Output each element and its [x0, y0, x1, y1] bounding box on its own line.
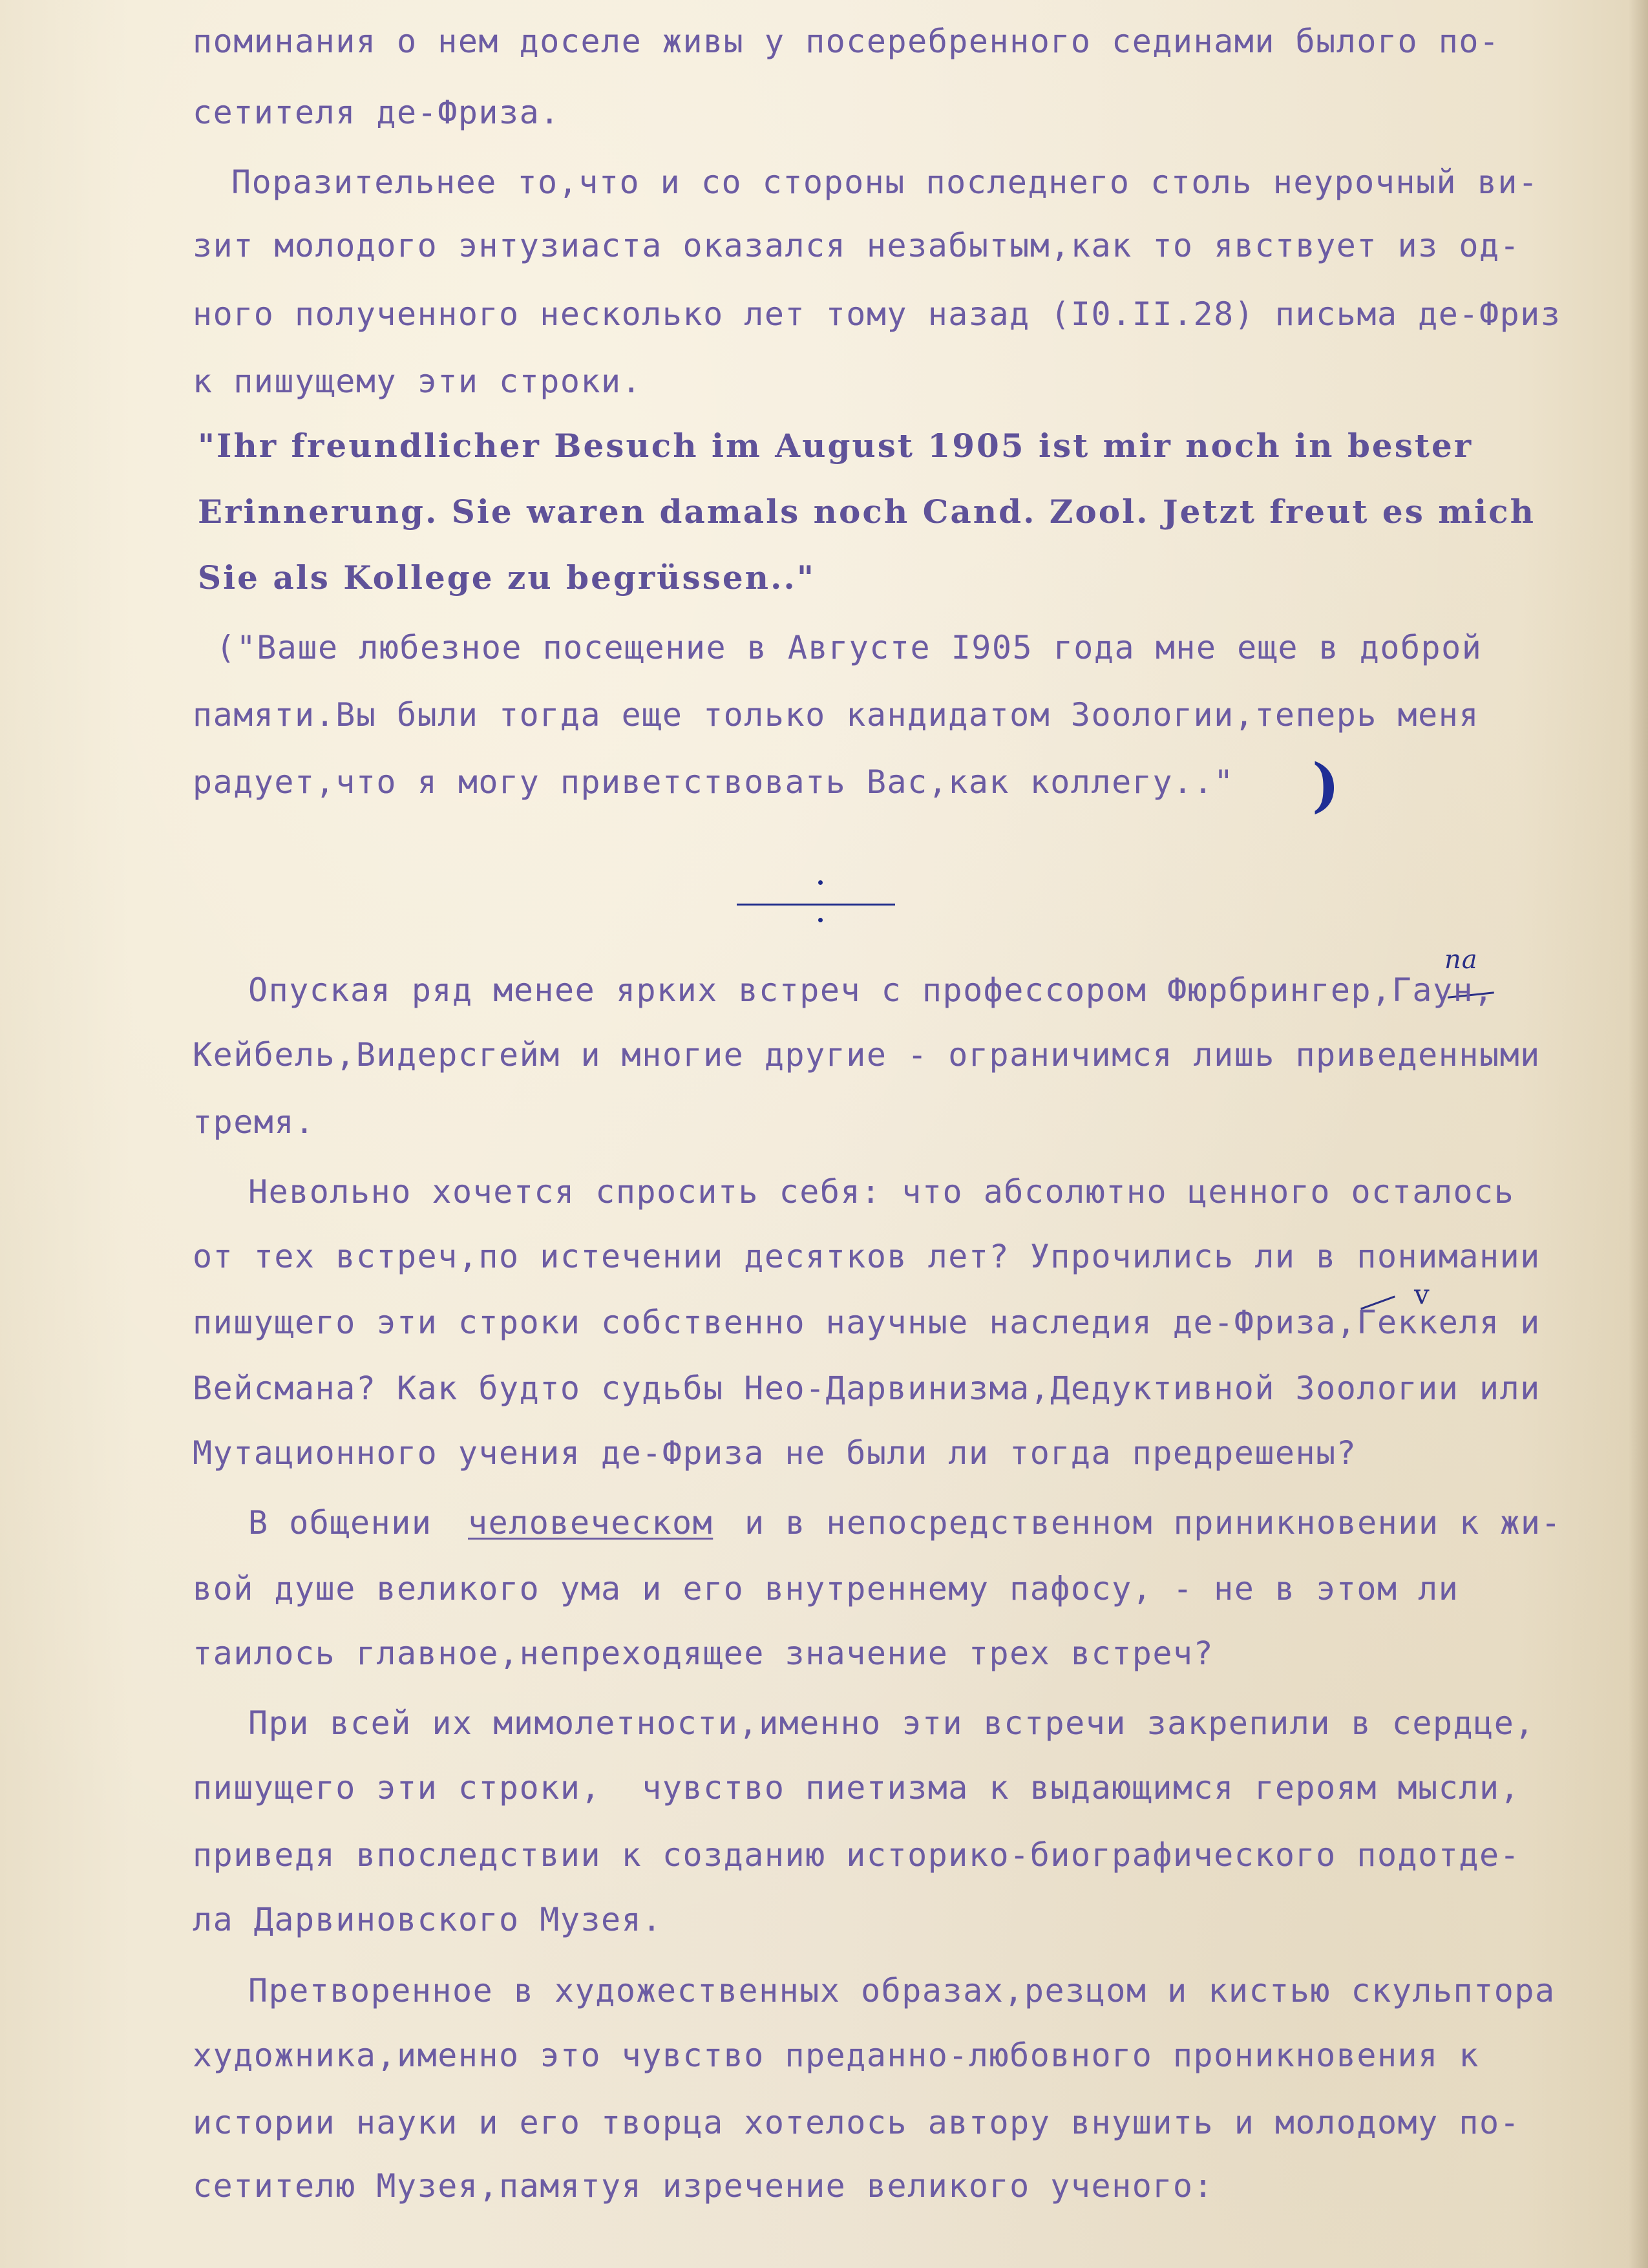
- handwritten-correction: па: [1444, 945, 1478, 975]
- text-line: сетителю Музея,памятуя изречение великого ученого:: [193, 2167, 1214, 2205]
- text-line: пишущего эти строки, чувство пиетизма к выдающимся героям мысли,: [193, 1769, 1521, 1807]
- text-line: истории науки и его творца хотелось автору внушить и молодому по-: [193, 2104, 1521, 2141]
- text-line: от тех встреч,по истечении десятков лет? Упрочились ли в понимании: [193, 1238, 1541, 1275]
- translation-line: ("Ваше любезное посещение в Августе I905 года мне еще в доброй: [216, 629, 1483, 666]
- text-line: сетителя де-Фриза.: [193, 94, 560, 131]
- text-line: ла Дарвиновского Музея.: [193, 1901, 662, 1938]
- text-line: Кейбель,Видерсгейм и многие другие - ограничимся лишь приведенными: [193, 1036, 1541, 1074]
- text-line: Поразительнее то,что и со стороны последнего столь неурочный ви-: [231, 164, 1539, 201]
- handwritten-closing-bracket: ): [1312, 751, 1340, 820]
- text-line: вой душе великого ума и его внутреннему пафосу, - не в этом ли: [193, 1570, 1459, 1607]
- separator-dot-top: [818, 880, 823, 885]
- text-line: и в непосредственном приникновении к жи-: [745, 1504, 1562, 1542]
- german-quote-line: Sie als Kollege zu begrüssen..": [198, 558, 816, 597]
- text-line: художника,именно это чувство преданно-любовного проникновения к: [193, 2037, 1479, 2074]
- separator-dot-bottom: [818, 918, 823, 922]
- german-quote-line: Erinnerung. Sie waren damals noch Cand. Zool. Jetzt freut es mich: [198, 493, 1536, 531]
- text-line: таилось главное,непреходящее значение трех встреч?: [193, 1635, 1214, 1672]
- text-line: ного полученного несколько лет тому назад (I0.II.28) письма де-Фриз: [193, 295, 1561, 333]
- text-line: Мутационного учения де-Фриза не были ли тогда предрешены?: [193, 1434, 1357, 1472]
- text-line: Невольно хочется спросить себя: что абсолютно ценного осталось: [248, 1173, 1515, 1211]
- paper-edge-shadow: [1629, 0, 1648, 2268]
- text-line: тремя.: [193, 1103, 315, 1141]
- translation-line: памяти.Вы были тогда еще только кандидатом Зоологии,теперь меня: [193, 696, 1479, 734]
- text-line: к пишущему эти строки.: [193, 363, 642, 400]
- text-line: приведя впоследствии к созданию историко-биографического подотде-: [193, 1836, 1521, 1874]
- text-line: Вейсмана? Как будто судьбы Нео-Дарвинизма,Дедуктивной Зоологии или: [193, 1370, 1541, 1407]
- text-line: При всей их мимолетности,именно эти встречи закрепили в сердце,: [248, 1704, 1535, 1742]
- underlined-word: человеческом: [468, 1504, 713, 1542]
- handwritten-insert-mark: v: [1414, 1278, 1430, 1310]
- text-line: зит молодого энтузиаста оказался незабытым,как то явствует из од-: [193, 227, 1521, 264]
- text-line: пишущего эти строки собственно научные наследия де-Фриза,Геккеля и: [193, 1304, 1541, 1341]
- german-quote-line: "Ihr freundlicher Besuch im August 1905 ist mir noch in bester: [198, 427, 1474, 465]
- translation-line: радует,что я могу приветствовать Вас,как коллегу..": [193, 763, 1234, 801]
- text-line: В общении: [248, 1504, 432, 1542]
- text-line: поминания о нем доселе живы у посеребренного сединами былого по-: [193, 23, 1500, 60]
- section-separator: [737, 904, 895, 906]
- text-line: Опуская ряд менее ярких встреч с профессором Фюрбрингер,Гаун,: [248, 971, 1494, 1009]
- text-line: Претворенное в художественных образах,резцом и кистью скульптора: [248, 1972, 1556, 2009]
